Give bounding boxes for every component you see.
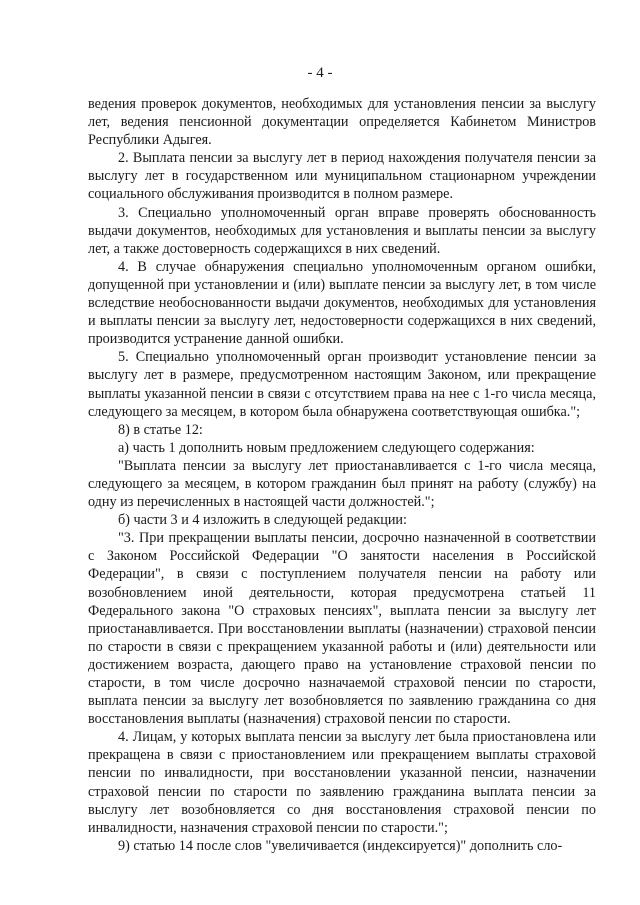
paragraph-amendment-8: 8) в статье 12: — [118, 421, 203, 438]
paragraph-quote-part-3: "3. При прекращении выплаты пенсии, досрочно назначенной в соответствии с Законом Российской Федерации "О занятости населения в Российской Федерации", в связи с поступлением получателя пенсии на работу или возобновлением иной деятельности, которая предусмотрена статьей 11 Федерального закона "О страховых пенсиях", выплата пенсии за выслугу лет приостанавливается. При восстановлении выплаты (назначении) страховой пенсии по старости в связи с прекращением указанной работы и (или) деятельности или достижением возраста, дающего право на установление страховой пенсии по старости, в том числе досрочно назначаемой страховой пенсии по старости, выплата пенсии за выслугу лет возобновляется по заявлению гражданина со дня восстановления выплаты (назначения) страховой пенсии по старости. — [88, 530, 596, 728]
paragraph-amendment-9: 9) статью 14 после слов "увеличивается (индексируется)" дополнить сло- — [118, 837, 563, 854]
paragraph-continuation: ведения проверок документов, необходимых для установления пенсии за выслугу лет, ведения пенсионной документации определяется Кабинетом Министров Республики Адыгея. — [88, 96, 596, 149]
paragraph-quote-part-1: "Выплата пенсии за выслугу лет приостанавливается с 1-го числа месяца, следующего за месяцем, в котором гражданин был принят на работу (службу) на одну из перечисленных в настоящей части должностей."; — [88, 457, 596, 511]
paragraph-quote-part-4: 4. Лицам, у которых выплата пенсии за выслугу лет была приостановлена или прекращена в связи с приостановлением или прекращением выплаты страховой пенсии по инвалидности, при восстановлении указанной пенсии, назначении страховой пенсии по старости по заявлению гражданина выплата пенсии за выслугу лет возобновляется со дня восстановления страховой пенсии по инвалидности, назначения страховой пенсии по старости."; — [88, 729, 596, 836]
document-body — [88, 95, 596, 855]
paragraph-subitem-a: а) часть 1 дополнить новым предложением следующего содержания: — [118, 439, 535, 456]
paragraph-item-5: 5. Специально уполномоченный орган производит установление пенсии за выслугу лет в размере, предусмотренном настоящим Законом, или прекращение выплаты указанной пенсии в связи с отсутствием права на нее с 1-го числа месяца, следующего за месяцем, в котором была обнаружена соответствующая ошибка."; — [88, 349, 596, 420]
paragraph-item-3: 3. Специально уполномоченный орган вправе проверять обоснованность выдачи документов, необходимых для установления и выплаты пенсии за выслугу лет, а также достоверность содержащихся в них сведений. — [88, 204, 596, 257]
paragraph-item-2: 2. Выплата пенсии за выслугу лет в период нахождения получателя пенсии за выслугу лет в государственном или муниципальном стационарном учреждении социального обслуживания производится в полном размере. — [88, 150, 596, 203]
page-number: - 4 - — [307, 65, 333, 81]
paragraph-item-4: 4. В случае обнаружения специально уполномоченным органом ошибки, допущенной при установлении и (или) выплате пенсии за выслугу лет, в том числе вследствие необоснованности выдачи документов, необходимых для установления и выплаты пенсии за выслугу лет, недостоверности содержащихся в них сведений, производится устранение данной ошибки. — [88, 258, 596, 348]
paragraph-subitem-b: б) части 3 и 4 изложить в следующей редакции: — [118, 512, 407, 529]
